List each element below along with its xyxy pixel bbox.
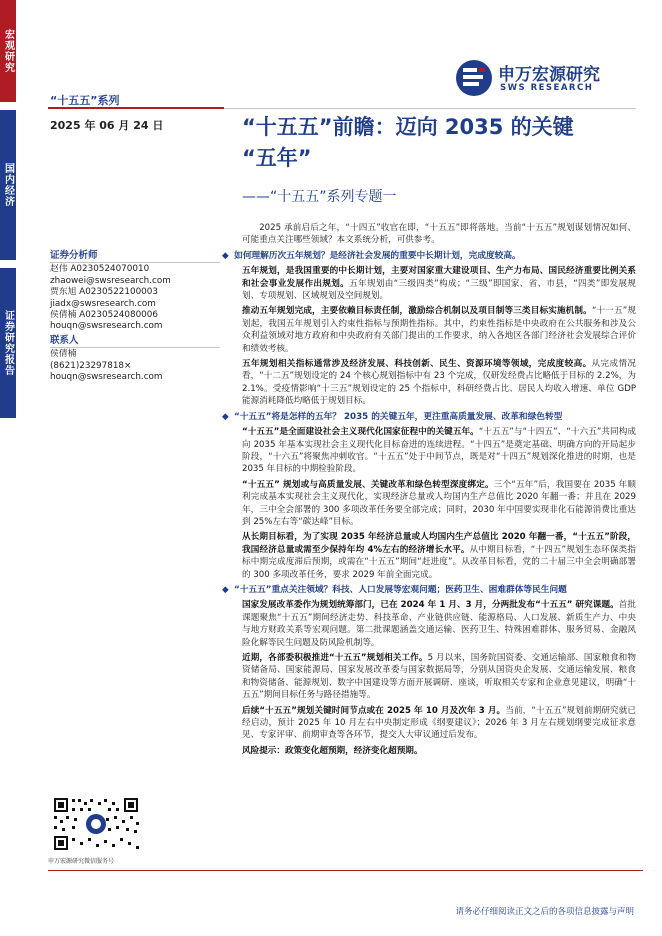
contact-heading: 联系人: [50, 335, 220, 348]
tab-securities-report: 证券研究报告: [0, 268, 16, 418]
brand-name-en: SWS RESEARCH: [500, 83, 594, 93]
footer-disclaimer[interactable]: 请务必仔细阅读正文之后的各项信息披露与声明: [455, 907, 634, 917]
section-heading: ◆ “十五五”重点关注领域？科技、人口发展等宏观问题；医药卫生、困难群体等民生问题: [222, 584, 567, 595]
bullet-icon: ◆: [222, 584, 229, 595]
analyst-heading: 证券分析师: [50, 250, 220, 263]
paragraph: 从长期目标看，为了实现 2035 年经济总量或人均国内生产总值比 2020 年翻一番，“十五五”阶段，我国经济总量或需至少保持年均 4%左右的经济增长水平。从中期目标看，“十四五”规划生态环保类指标中期完成度滞后预期，或需在“十五五”期间“赶进度”。从改革目标看，党的二十届三中全会明确部署的 300 多项改革任务，要求 2029 年前全面完成。: [242, 532, 636, 580]
footer-divider: [48, 870, 643, 871]
paragraph: 后续“十五五”规划关键时间节点或在 2025 年 10 月及次年 3 月。当前，“十五五”规划前期研究就已经启动，预计 2025 年 10 月左右中央制定形成《纲要建议》；2026 年 3 月左右规划纲要完成征求意见、专家评审、前期审查等各环节，提交人大审议通过后发布。: [242, 705, 637, 741]
left-tab-strip: [0, 0, 16, 936]
section-heading: ◆ 如何理解历次五年规划？是经济社会发展的重要中长期计划，完成度较高。: [222, 250, 521, 261]
contact-name: 侯倩楠: [50, 349, 77, 360]
report-date: 2025 年 06 月 24 日: [50, 119, 164, 132]
tab-domestic-economy: 国内经济: [0, 110, 16, 260]
analyst-row: 赵伟 A0230524070010: [50, 264, 150, 275]
bullet-icon: ◆: [222, 250, 229, 261]
page-title: [242, 112, 642, 174]
paragraph: 五年规划相关指标通常涉及经济发展、科技创新、民生、资源环境等领域，完成度较高。从完成情况看，“十二五”规划设定的 24 个核心规划指标中有 23 个完成，仅研发经费占比略低于目标的 2.2%，为 2.1%。受疫情影响“十三五”规划设定的 25 个指标中，科研经费占比、居民人均收入增速、单位 GDP 能源消耗降低均略低于规划目标。: [242, 359, 636, 407]
analyst-row: 贾东旭 A0230522100003: [50, 287, 158, 298]
section-heading: ◆ “十五五”将是怎样的五年？ 2035 的关键五年，更注重高质量发展、改革和绿色转型: [222, 411, 563, 422]
tab-macro-research: 宏观研究: [0, 0, 16, 102]
page-subtitle: ——“十五五”系列专题一: [242, 189, 397, 205]
qr-code-icon: [52, 796, 140, 852]
paragraph: 近期，各部委积极推进“十五五”规划相关工作。5 月以来，国务院国资委、交通运输部、国家粮食和物资储备局、国家能源局、国家发展改革委与国家数据局等，分别从国资央企发展、交通运输发展、粮食和物资储备、能源规划、数字中国建设等方面开展调研、座谈，听取相关专家和企业意见建议，明确“十五五”期间目标任务与路径措施等。: [242, 653, 636, 701]
bullet-icon: ◆: [222, 411, 229, 422]
intro-paragraph: 2025 承前启后之年，“十四五”收官在即，“十五五”即将落地。当前“十五五”规划谋划情况如何、可能重点关注哪些领域？本文系统分析，可供参考。: [242, 223, 636, 246]
title-line-1: “十五五”前瞻：迈向 2035 的关键: [242, 115, 574, 139]
series-label: “十五五”系列: [50, 94, 120, 107]
analyst-email[interactable]: houqn@swsresearch.com: [50, 321, 163, 332]
contact-phone: (8621)23297818×: [50, 360, 132, 371]
header-divider-accent: [48, 107, 224, 109]
brand-logo: [454, 58, 634, 98]
paragraph: 推动五年规划完成，主要依赖目标责任制，激励综合机制以及项目制等三类目标实施机制。“十一五”规划起，我国五年规划引入约束性指标与预期性指标。其中，约束性指标是中央政府在公共服务和涉及公众利益领域对地方政府和中央政府有关部门提出的工作要求，纳入各地区各部门经济社会发展综合评价和绩效考核。: [242, 306, 636, 354]
contact-email[interactable]: houqn@swsresearch.com: [50, 372, 163, 383]
paragraph: 五年规划，是我国重要的中长期计划，主要对国家重大建设项目、生产力布局、国民经济重要比例关系和社会事业发展作出规划。五年规划由“三级四类”构成；“三级”即国家、省、市县，“四类”即发展规划、专项规划、区域规划及空间规划。: [242, 266, 636, 302]
report-body: [222, 222, 637, 760]
paragraph: “十五五”是全面建设社会主义现代化国家征程中的关键五年。“十五五”与“十四五”、“十六五”共同构成向 2035 年基本实现社会主义现代化目标奋进的连续进程。“十四五”是奠定基础、明确方向的开局起步阶段，“十六五”将聚焦冲刺收官。“十五五”处于中间节点，既是对“十四五”规划深化推进的时期，也是 2035 年目标的中期检验阶段。: [242, 427, 636, 475]
analyst-info: [50, 250, 220, 383]
brand-name-cn: 申万宏源研究: [498, 65, 600, 85]
analyst-email[interactable]: jiadx@swsresearch.com: [50, 298, 156, 309]
title-line-2: “五年”: [242, 146, 312, 170]
brand-logo-icon: [454, 58, 494, 98]
paragraph: “十五五” 规划或与高质量发展、关键改革和绿色转型深度绑定。三个“五年”后，我国要在 2035 年顺利完成基本实现社会主义现代化，实现经济总量或人均国内生产总值比 2020 年翻一番；并且在 2029 年，三中全会部署的 300 多项改革任务要全部完成；同时，2030 年中国要实现非化石能源消费比重达到 25%左右等“碳达峰”目标。: [242, 479, 636, 527]
risk-warning: 风险提示：政策变化超预期，经济变化超预期。: [242, 745, 423, 756]
qr-caption: 申万宏源研究微信服务号: [48, 858, 115, 865]
paragraph: 国家发展改革委作为规划统筹部门，已在 2024 年 1 月、3 月，分两批发布“十五五” 研究课题。首批课题聚焦“十五五”期间经济走势、科技革命、产业链供应链、能源格局、人口发展、新质生产力、中央与地方财政关系等宏观问题。第二批课题涵盖交通运输、医药卫生、特殊困难群体、服务贸易、金融风险化解等民生问题及防风险机制等。: [242, 600, 636, 648]
analyst-email[interactable]: zhaowei@swsresearch.com: [50, 275, 171, 286]
analyst-row: 侯倩楠 A0230524080006: [50, 310, 158, 321]
